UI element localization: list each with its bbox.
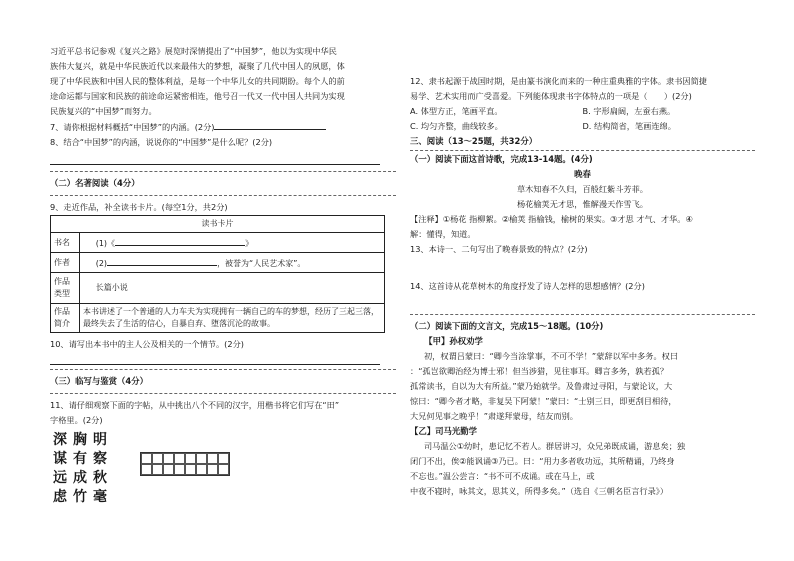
note-line-2: 解：懂得，知道。	[410, 229, 476, 239]
yi-line-3: 不忘也。”温公尝言：“书不可不成诵。或在马上，或	[410, 471, 595, 481]
glyph: 察	[93, 451, 107, 467]
divider	[50, 393, 396, 394]
divider	[50, 369, 396, 370]
author-blank[interactable]	[107, 255, 217, 266]
yi-line-4: 中夜不寝时，咏其文，思其义，所得多矣。”（选自《三朝名臣言行录》）	[410, 486, 669, 496]
card-value-title: (1)《 》	[80, 233, 385, 253]
glyph: 明	[93, 432, 107, 448]
card-value-type: 长篇小说	[80, 273, 385, 304]
calligraphy-sample	[50, 432, 110, 506]
poem-line-1: 草木知春不久归，百般红紫斗芳菲。	[516, 184, 648, 194]
note-line-1: 【注释】①杨花 指柳絮。②榆荚 指榆钱，榆树的果实。③才思 才气、才华。④	[410, 214, 693, 224]
card-value-author: (2) ，被誉为“人民艺术家”。	[80, 253, 385, 273]
divider	[410, 314, 755, 315]
part-3-title: 三、阅读（13～25题，共32分）	[410, 136, 538, 146]
divider	[50, 195, 396, 196]
intro-line-2: 族伟大复兴，就是中华民族近代以来最伟大的梦想，凝聚了几代中国人的夙愿，体	[50, 61, 345, 71]
question-11-line-2: 字格里。(2分)	[50, 415, 103, 425]
left-column	[50, 44, 396, 506]
card-title: 读书卡片	[51, 216, 385, 233]
section-3-title: （三）临写与鉴赏（4分）	[50, 376, 148, 386]
question-7	[50, 119, 396, 135]
yi-line-2: 闭门不出，俟②能讽诵③乃已。曰：“用力多者收功远，其所精诵，乃终身	[410, 456, 675, 466]
question-9: 9、走近作品，补全读书卡片。(每空1分，共2分)	[50, 202, 228, 212]
option-b[interactable]: B. 字形扁阔，左蚕右燕。	[582, 106, 676, 116]
tian-grid[interactable]	[140, 452, 230, 476]
question-12-line-1: 12、隶书起源于战国时期，是由篆书演化而来的一种庄重典雅的字体。隶书因简捷	[410, 76, 707, 86]
intro-line-1: 习近平总书记参观《复兴之路》展览时深情提出了“中国梦”，他以为实现中华民	[50, 46, 337, 56]
book-title-blank[interactable]	[115, 235, 245, 246]
reading-card	[50, 215, 385, 333]
glyph: 竹	[73, 489, 87, 505]
card-value-summary: 本书讲述了一个普通的人力车夫为实现拥有一辆自己的车的梦想，经历了三起三落，最终失去了生活的信心，自暴自弃、堕落沉沦的故事。	[80, 304, 385, 333]
question-11-line-1: 11、请仔细观察下面的字帖，从中挑出八个不同的汉字，用楷书将它们写在“田”	[50, 400, 340, 410]
divider	[50, 171, 396, 172]
glyph: 毫	[93, 489, 107, 505]
glyph: 胸	[73, 432, 87, 448]
answer-space-13[interactable]	[410, 257, 755, 279]
glyph: 秋	[93, 470, 107, 486]
card-label-type: 作品类型	[51, 273, 80, 304]
question-8: 8、结合“中国梦”的内涵，说说你的“中国梦”是什么呢？(2分)	[50, 137, 273, 147]
card-label-author: 作者	[51, 253, 80, 273]
jia-line-5: 大兄何见事之晚乎！”肃遂拜蒙母，结友而别。	[410, 411, 578, 421]
jia-line-1: 初，权谓吕蒙曰：“卿今当涂掌事，不可不学！”蒙辞以军中多务。权曰	[423, 351, 679, 361]
poem-line-2: 杨花榆荚无才思，惟解漫天作雪飞。	[516, 199, 648, 209]
question-10: 10、请写出本书中的主人公及相关的一个情节。(2分)	[50, 339, 244, 349]
q12-options-row-1	[410, 104, 755, 119]
glyph: 深	[53, 432, 67, 448]
option-c[interactable]: C. 均匀齐整，曲线较多。	[410, 121, 503, 131]
jia-title: 【甲】孙权劝学	[424, 336, 483, 346]
sub-2-title: （二）阅读下面的文言文，完成15～18题。(10分)	[410, 321, 604, 331]
question-14: 14、这首诗从花草树木的角度抒发了诗人怎样的思想感情？(2分)	[410, 281, 645, 291]
intro-line-5: 民族复兴的“中国梦”而努力。	[50, 106, 157, 116]
intro-line-3: 现了中华民族和中国人民的整体利益，是每一个中华儿女的共同期盼。每个人的前	[50, 76, 345, 86]
card-label-title: 书名	[51, 233, 80, 253]
jia-line-2: ：“孤岂欲卿治经为博士邪！但当涉猎，见往事耳。卿言多务，孰若孤？	[410, 366, 669, 376]
intro-line-4: 途命运都与国家和民族的前途命运紧密相连，他号召一代又一代中国人共同为实现	[50, 91, 345, 101]
glyph: 谋	[53, 451, 67, 467]
glyph: 远	[53, 470, 67, 486]
answer-line-7[interactable]	[214, 119, 326, 130]
jia-line-4: 惊曰：“卿今者才略，非复吴下阿蒙！”蒙曰：“士别三日，即更刮目相待，	[410, 396, 677, 406]
right-column	[410, 74, 755, 499]
glyph: 虑	[53, 489, 67, 505]
option-d[interactable]: D. 结构简省，笔画连绵。	[582, 121, 676, 131]
q12-options-row-2	[410, 119, 755, 134]
yi-line-1: 司马温公①幼时，患记忆不若人。群居讲习，众兄弟既成诵，游息矣；独	[423, 441, 686, 451]
card-label-summary: 作品简介	[51, 304, 80, 333]
section-2-title: （二）名著阅读（4分）	[50, 178, 140, 188]
divider	[410, 150, 755, 151]
answer-line-8[interactable]	[50, 150, 380, 165]
answer-space-14[interactable]	[410, 294, 755, 310]
question-7-text: 7、请你根据材料概括“中国梦”的内涵。(2分)	[50, 122, 215, 132]
jia-line-3: 孤常读书，自以为大有所益。”蒙乃始就学。及鲁肃过寻阳，与蒙论议，大	[410, 381, 673, 391]
question-13: 13、本诗一、二句写出了晚春景致的特点？(2分)	[410, 244, 588, 254]
glyph: 成	[73, 470, 87, 486]
calligraphy-area	[50, 428, 396, 506]
option-a[interactable]: A. 体型方正，笔画平直。	[410, 106, 503, 116]
yi-title: 【乙】司马光勤学	[410, 426, 477, 436]
answer-line-10[interactable]	[50, 352, 380, 365]
question-12-line-2: 易学、艺术实用而广受喜爱。下列能体现隶书字体特点的一项是（ ）(2分)	[410, 91, 692, 101]
sub-1-title: （一）阅读下面这首诗歌，完成13-14题。(4分)	[410, 154, 593, 164]
poem-title: 晚春	[574, 169, 591, 179]
glyph: 有	[73, 451, 87, 467]
